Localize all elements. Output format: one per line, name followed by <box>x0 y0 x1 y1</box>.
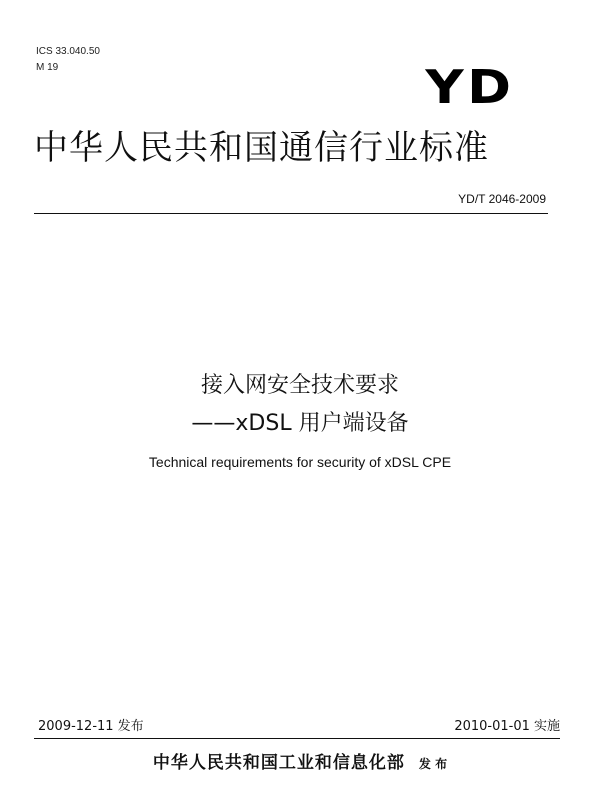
classification-code: M 19 <box>36 62 59 73</box>
publish-label: 发 布 <box>418 757 448 771</box>
document-subtitle: ——xDSL 用户端设备 <box>191 411 409 436</box>
publisher-line <box>0 748 600 773</box>
implementation-date: 2010-01-01 实施 <box>454 719 560 734</box>
footer-rule <box>34 738 560 739</box>
issue-date: 2009-12-11 发布 <box>38 719 144 734</box>
header-rule <box>34 213 548 214</box>
document-title: 接入网安全技术要求 <box>200 373 399 398</box>
standard-number: YD/T 2046-2009 <box>458 192 546 206</box>
ics-code: ICS 33.040.50 <box>36 46 100 57</box>
publisher: 中华人民共和国工业和信息化部 <box>152 753 405 773</box>
yd-logo: YD <box>424 60 514 114</box>
english-title: Technical requirements for security of xDSL CPE <box>148 454 452 470</box>
standard-title: 中华人民共和国通信行业标准 <box>34 128 489 168</box>
